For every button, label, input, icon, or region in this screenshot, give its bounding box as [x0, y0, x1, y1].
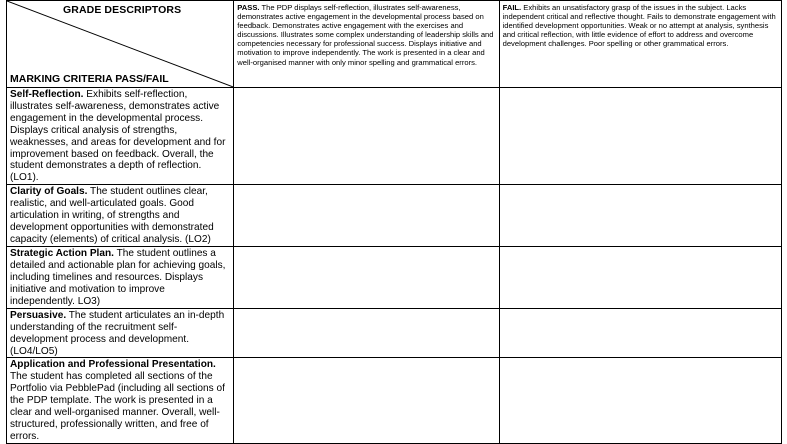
criterion-row-application-presentation [7, 358, 782, 443]
fail-grade-cell[interactable] [499, 185, 781, 247]
criterion-cell [7, 247, 234, 309]
criterion-row-self-reflection [7, 88, 782, 185]
marking-criteria-label: MARKING CRITERIA PASS/FAIL [10, 73, 169, 85]
marking-rubric-table [6, 0, 782, 444]
fail-descriptor-cell [499, 1, 781, 88]
criterion-row-strategic-action-plan [7, 247, 782, 309]
criterion-cell [7, 185, 234, 247]
criterion-cell [7, 358, 234, 443]
header-row [7, 1, 782, 88]
criterion-description: Exhibits self-reflection, illustrates self-awareness, demonstrates active engagement in the developmental process. Displays critical analysis of strengths, weaknesses, and areas for development and for improvement based on feedback. Overall, the student demonstrates a depth of reflection. (LO1). [10, 89, 226, 184]
criterion-title: Strategic Action Plan. [10, 248, 114, 260]
fail-grade-cell[interactable] [499, 358, 781, 443]
fail-grade-cell[interactable] [499, 88, 781, 185]
fail-grade-cell[interactable] [499, 308, 781, 358]
grade-descriptors-label: GRADE DESCRIPTORS [63, 4, 182, 16]
fail-grade-cell[interactable] [499, 247, 781, 309]
criterion-title: Clarity of Goals. [10, 186, 88, 198]
pass-description: The PDP displays self-reflection, illustrates self-awareness, demonstrates active engagement in the developmental process based on feedback. Demonstrates active engagement with the exercises and discussions. Illustrates some complex understanding of leadership skills and competencies necessary for professional success. Displays initiative and motivation to improve independently. The work is presented in a clear and well-organised manner with only minor spelling and grammatical errors. [237, 3, 494, 67]
header-split-cell [7, 1, 234, 88]
criterion-description: The student outlines a detailed and actionable plan for achieving goals, including timelines and resources. Displays initiative and motivation to improve independently. LO3) [10, 248, 226, 307]
pass-grade-cell[interactable] [234, 247, 499, 309]
pass-grade-cell[interactable] [234, 308, 499, 358]
criterion-row-clarity-of-goals [7, 185, 782, 247]
criterion-description: The student articulates an in-depth understanding of the recruitment self-development process and development. (LO4/LO5) [10, 309, 225, 357]
criterion-title: Persuasive. [10, 309, 67, 321]
pass-descriptor-cell [234, 1, 499, 88]
criterion-description: The student outlines clear, realistic, and well-articulated goals. Good articulation in writing, of strengths and development opportunities with demonstrated capacity (elements) of critical analysis. (LO2) [10, 186, 214, 245]
criterion-cell [7, 88, 234, 185]
criterion-row-persuasive [7, 308, 782, 358]
criterion-description: The student has completed all sections of the Portfolio via PebblePad (including all sections of the PDP template. The work is presented in a clear and well-organised manner. Overall, well-structured, professionally written, and free of errors. [10, 371, 225, 442]
fail-title: FAIL. [502, 3, 522, 12]
criterion-title: Self-Reflection. [10, 89, 84, 100]
criterion-title: Application and Professional Presentation. [10, 359, 216, 371]
pass-grade-cell[interactable] [234, 185, 499, 247]
criterion-cell [7, 308, 234, 358]
pass-grade-cell[interactable] [234, 358, 499, 443]
fail-description: Exhibits an unsatisfactory grasp of the issues in the subject. Lacks independent critical and reflective thought. Fails to demonstrate engagement with identified development opportunities. Weak or no attempt at analysis, synthesis and critical reflection, with little evidence of effort to address and overcome development challenges. Poor spelling or other grammatical errors. [502, 3, 776, 49]
pass-grade-cell[interactable] [234, 88, 499, 185]
pass-title: PASS. [237, 3, 260, 12]
